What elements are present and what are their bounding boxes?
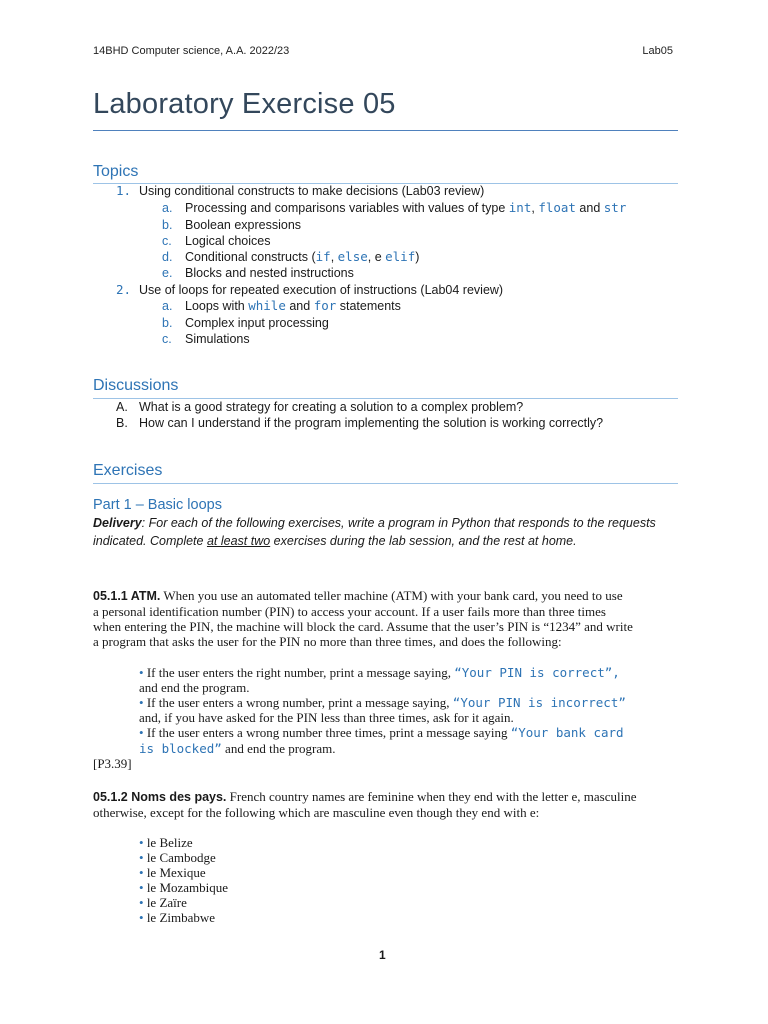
code-else: else xyxy=(337,249,368,264)
code-str: str xyxy=(603,200,627,215)
ex2-line-1: 05.1.2 Noms des pays. French country names are feminine when they end with the letter e, masculine xyxy=(93,789,637,804)
ex1-line-2: a personal identification number (PIN) to access your account. If a user fails more than three times xyxy=(93,604,606,619)
topic-1d-marker: d. xyxy=(162,250,173,264)
topic-1b-marker: b. xyxy=(162,218,173,232)
page-number: 1 xyxy=(379,948,386,962)
topic-1a-marker: a. xyxy=(162,201,173,215)
topic-2-marker: 2. xyxy=(116,282,132,297)
topic-2b-text: Complex input processing xyxy=(185,316,329,330)
ex1-line-4: a program that asks the user for the PIN no more than three times, and does the following: xyxy=(93,634,562,649)
ex1-msg-correct: “Your PIN is correct”, xyxy=(454,665,620,680)
country-item: • le Mozambique xyxy=(139,880,229,895)
topic-2c-text: Simulations xyxy=(185,332,250,346)
ex2-label: 05.1.2 Noms des pays. xyxy=(93,790,227,804)
exercises-divider xyxy=(93,483,678,484)
ex1-line-3: when entering the PIN, the machine will block the card. Assume that the user’s PIN is “1234” and write xyxy=(93,619,633,634)
bullet-icon: • xyxy=(139,865,144,880)
topic-2b-marker: b. xyxy=(162,316,173,330)
bullet-icon: • xyxy=(139,880,144,895)
code-float: float xyxy=(538,200,576,215)
discussions-heading: Discussions xyxy=(93,377,179,394)
discussion-b-text: How can I understand if the program implementing the solution is working correctly? xyxy=(139,416,604,430)
topic-1-text: Using conditional constructs to make decisions (Lab03 review) xyxy=(139,184,485,198)
delivery-line-1: Delivery: For each of the following exercises, write a program in Python that responds to the requests xyxy=(93,516,656,530)
topic-1-marker: 1. xyxy=(116,183,132,198)
ex1-bullet-1: • If the user enters the right number, print a message saying, “Your PIN is correct”, xyxy=(139,665,620,680)
bullet-icon: • xyxy=(139,725,144,740)
country-item: • le Cambodge xyxy=(139,850,216,865)
country-item: • le Mexique xyxy=(139,865,206,880)
ex1-bullet-2: • If the user enters a wrong number, print a message saying, “Your PIN is incorrect” xyxy=(139,695,626,710)
delivery-line-2: indicated. Complete at least two exercises during the lab session, and the rest at home. xyxy=(93,534,577,548)
delivery-label: Delivery xyxy=(93,516,142,530)
topic-2a-text: Loops with while and for statements xyxy=(185,298,401,313)
code-while: while xyxy=(248,298,286,313)
ex1-reference: [P3.39] xyxy=(93,756,132,771)
topic-1e-marker: e. xyxy=(162,266,173,280)
topic-1c-marker: c. xyxy=(162,234,172,248)
ex2-line-2: otherwise, except for the following which are masculine even though they end with e: xyxy=(93,805,540,820)
topic-1a-text: Processing and comparisons variables with values of type int, float and str xyxy=(185,200,627,215)
bullet-icon: • xyxy=(139,850,144,865)
topic-1e-text: Blocks and nested instructions xyxy=(185,266,354,280)
bullet-icon: • xyxy=(139,665,144,680)
country-item: • le Belize xyxy=(139,835,193,850)
bullet-icon: • xyxy=(139,910,144,925)
header-lab: Lab05 xyxy=(642,45,673,57)
ex1-msg-incorrect: “Your PIN is incorrect” xyxy=(452,695,626,710)
topic-2-text: Use of loops for repeated execution of instructions (Lab04 review) xyxy=(139,283,504,297)
part1-heading: Part 1 – Basic loops xyxy=(93,497,222,513)
ex1-line-1: 05.1.1 ATM. When you use an automated teller machine (ATM) with your bank card, you need to use xyxy=(93,588,623,603)
ex1-msg-blocked-1: “Your bank card xyxy=(510,725,624,740)
ex1-bullet-3-cont: is blocked” and end the program. xyxy=(139,741,336,756)
country-item: • le Zaïre xyxy=(139,895,187,910)
ex1-bullet-3: • If the user enters a wrong number three times, print a message saying “Your bank card xyxy=(139,725,624,740)
ex1-label: 05.1.1 ATM. xyxy=(93,589,161,603)
topic-2a-marker: a. xyxy=(162,299,173,313)
bullet-icon: • xyxy=(139,695,144,710)
code-if: if xyxy=(315,249,331,264)
discussion-b-marker: B. xyxy=(116,416,128,430)
bullet-icon: • xyxy=(139,835,144,850)
code-int: int xyxy=(508,200,532,215)
ex1-bullet-2-cont: and, if you have asked for the PIN less than three times, ask for it again. xyxy=(139,710,514,725)
bullet-icon: • xyxy=(139,895,144,910)
topic-2c-marker: c. xyxy=(162,332,172,346)
ex1-msg-blocked-2: is blocked” xyxy=(139,741,222,756)
country-item: • le Zimbabwe xyxy=(139,910,216,925)
exercises-heading: Exercises xyxy=(93,462,163,479)
discussion-a-marker: A. xyxy=(116,400,128,414)
ex1-bullet-1-cont: and end the program. xyxy=(139,680,250,695)
topic-1c-text: Logical choices xyxy=(185,234,271,248)
topic-1d-text: Conditional constructs (if, else, e elif) xyxy=(185,249,420,264)
title-divider xyxy=(93,130,678,131)
code-elif: elif xyxy=(385,249,416,264)
header-course: 14BHD Computer science, A.A. 2022/23 xyxy=(93,45,290,57)
topic-1b-text: Boolean expressions xyxy=(185,218,302,232)
code-for: for xyxy=(313,298,337,313)
page-title: Laboratory Exercise 05 xyxy=(93,88,396,120)
topics-heading: Topics xyxy=(93,163,139,180)
discussion-a-text: What is a good strategy for creating a solution to a complex problem? xyxy=(139,400,524,414)
